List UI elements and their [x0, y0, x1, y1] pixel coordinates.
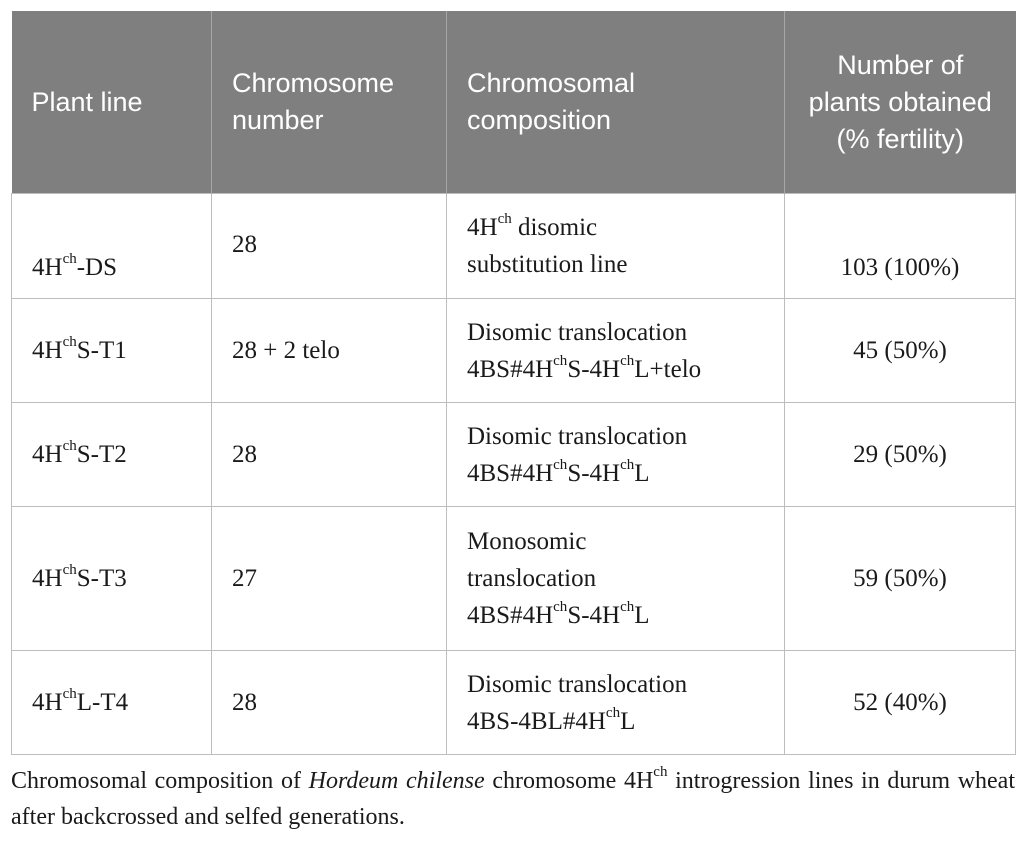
cell-chromosome-number: 27	[212, 507, 447, 651]
composition-line	[467, 209, 764, 246]
cell-plants: 45 (50%)	[785, 299, 1016, 403]
composition-text: 4H	[467, 214, 498, 241]
composition-line: substitution line	[467, 251, 628, 278]
table-header-row	[12, 11, 1016, 194]
superscript: ch	[62, 438, 77, 454]
composition-text: 4BS#4H	[467, 459, 554, 487]
cell-plant-line	[12, 299, 212, 403]
plant-line-text: 4H	[32, 441, 63, 468]
header-chromosomal-composition: Chromosomal composition	[447, 11, 785, 194]
cell-chromosome-number: 28	[212, 651, 447, 755]
composition-text: L	[634, 459, 650, 487]
superscript: ch	[620, 599, 635, 615]
composition-line	[467, 703, 764, 740]
plant-line-text: 4H	[32, 565, 63, 592]
table-row	[12, 507, 1016, 651]
plant-line-suffix: -DS	[76, 254, 118, 281]
composition-text: S-4H	[567, 355, 621, 383]
superscript: ch	[620, 456, 635, 473]
cell-chromosome-number: 28 + 2 telo	[212, 299, 447, 403]
composition-text: L	[620, 707, 636, 735]
plant-line-text: 4H	[32, 689, 63, 716]
caption-text: Chromosomal composition of	[11, 768, 309, 794]
superscript: ch	[653, 764, 668, 780]
superscript: ch	[62, 686, 77, 702]
plant-line-suffix: S-T2	[76, 441, 127, 468]
header-chromosome-number: Chromosome number	[212, 11, 447, 194]
superscript: ch	[553, 352, 568, 369]
composition-line	[467, 351, 764, 388]
superscript: ch	[62, 334, 77, 350]
plant-line-text: 4H	[32, 254, 63, 281]
cell-composition	[447, 507, 785, 651]
superscript: ch	[553, 456, 568, 473]
cell-plant-line	[12, 194, 212, 299]
caption-species-name: Hordeum chilense	[308, 768, 485, 794]
plant-line-suffix: S-T3	[76, 565, 127, 592]
cell-plants: 29 (50%)	[785, 403, 1016, 507]
caption-text: introgression lines in durum wheat after backcrossed and selfed generations.	[11, 768, 1015, 830]
cell-chromosome-number: 28	[212, 403, 447, 507]
cell-plant-line	[12, 507, 212, 651]
superscript: ch	[62, 251, 77, 267]
composition-text: 4BS-4BL#4H	[467, 707, 606, 735]
plant-line-text: 4H	[32, 337, 63, 364]
composition-line	[467, 455, 764, 492]
cell-plant-line	[12, 651, 212, 755]
table-row	[12, 651, 1016, 755]
header-number-of-plants: Number of plants obtained (% fertility)	[785, 11, 1016, 194]
table-caption	[11, 763, 1015, 835]
cell-composition	[447, 403, 785, 507]
cell-composition	[447, 651, 785, 755]
superscript: ch	[553, 599, 568, 615]
table-row	[12, 194, 1016, 299]
composition-text: S-4H	[567, 459, 621, 487]
composition-line: Disomic translocation	[467, 318, 688, 346]
table-row	[12, 299, 1016, 403]
cell-plants: 59 (50%)	[785, 507, 1016, 651]
composition-line: Monosomic	[467, 528, 587, 555]
cell-composition	[447, 299, 785, 403]
header-plant-line: Plant line	[12, 11, 212, 194]
superscript: ch	[62, 562, 77, 578]
composition-line	[467, 597, 764, 634]
composition-text: L+telo	[634, 355, 702, 383]
introgression-lines-table	[11, 11, 1016, 755]
composition-text: S-4H	[567, 602, 621, 629]
superscript: ch	[620, 352, 635, 369]
composition-line: Disomic translocation	[467, 422, 688, 450]
composition-line: Disomic translocation	[467, 670, 688, 698]
composition-text: L	[634, 602, 650, 629]
plant-line-suffix: S-T1	[76, 337, 127, 364]
superscript: ch	[605, 704, 621, 721]
cell-composition	[447, 194, 785, 299]
composition-text: 4BS#4H	[467, 355, 554, 383]
table-container	[11, 11, 1015, 755]
composition-line: translocation	[467, 565, 597, 592]
caption-text: chromosome 4H	[484, 768, 654, 794]
plant-line-suffix: L-T4	[76, 689, 129, 716]
composition-text: 4BS#4H	[467, 602, 554, 629]
superscript: ch	[497, 211, 512, 227]
cell-chromosome-number: 28	[212, 194, 447, 299]
cell-plants: 103 (100%)	[785, 194, 1016, 299]
cell-plants: 52 (40%)	[785, 651, 1016, 755]
composition-text: disomic	[511, 214, 598, 241]
cell-plant-line	[12, 403, 212, 507]
table-row	[12, 403, 1016, 507]
